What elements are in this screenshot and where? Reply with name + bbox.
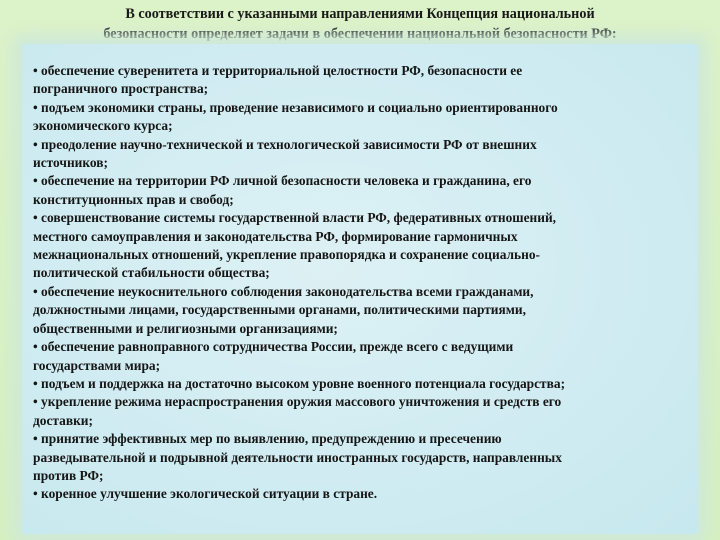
list-item-line: • принятие эффективных мер по выявлению, предупреждению и пресечению [33, 431, 502, 447]
list-item-line: должностными лицами, государственными органами, политическими партиями, [33, 302, 526, 318]
list-item-line: экономического курса; [33, 118, 173, 134]
list-item [33, 209, 693, 283]
slide-title [40, 4, 680, 44]
list-item-line: • совершенствование системы государственной власти РФ, федеративных отношений, [33, 210, 557, 226]
list-item [33, 283, 693, 338]
list-item-line: • обеспечение равноправного сотрудничества России, прежде всего с ведущими [33, 339, 514, 355]
list-item-line: • подъем экономики страны, проведение независимого и социально ориентированного [33, 99, 558, 115]
list-item-line: • обеспечение на территории РФ личной безопасности человека и гражданина, его [33, 173, 532, 189]
list-item-line: • подъем и поддержка на достаточно высоком уровне военного потенциала государства; [33, 375, 566, 391]
list-item-line: • обеспечение суверенитета и территориальной целостности РФ, безопасности ее [33, 63, 523, 78]
list-item [33, 62, 693, 99]
list-item [33, 338, 693, 375]
list-item-line: пограничного пространства; [33, 81, 209, 97]
list-item [33, 375, 693, 393]
list-item [33, 99, 693, 136]
list-item-line: • обеспечение неукоснительного соблюдения законодательства всеми гражданами, [33, 283, 534, 299]
list-item-line: • коренное улучшение экологической ситуации в стране. [33, 486, 378, 502]
list-item-line: межнациональных отношений, укрепление правопорядка и сохранение социально- [33, 247, 540, 263]
list-item-line: общественными и религиозными организациями; [33, 320, 338, 336]
list-item [33, 485, 693, 503]
list-item [33, 172, 693, 209]
task-list [33, 62, 693, 504]
list-item-line: местного самоуправления и законодательства РФ, формирование гармоничных [33, 228, 518, 244]
list-item-line: против РФ; [33, 467, 104, 483]
list-item-line: • преодоление научно-технической и технологической зависимости РФ от внешних [33, 136, 537, 152]
list-item-line: государствами мира; [33, 357, 161, 373]
list-item-line: разведывательной и подрывной деятельности иностранных государств, направленных [33, 449, 562, 465]
title-line-2: безопасности определяет задачи в обеспечении национальной безопасности РФ: [103, 26, 617, 42]
list-item-line: источников; [33, 155, 108, 171]
list-item [33, 430, 693, 485]
list-item-line: доставки; [33, 412, 93, 428]
list-item-line: конституционных прав и свобод; [33, 191, 234, 207]
list-item [33, 393, 693, 430]
list-item-line: политической стабильности общества; [33, 265, 270, 281]
title-line-1: В соответствии с указанными направлениями Концепция национальной [125, 6, 595, 22]
list-item-line: • укрепление режима нераспространения оружия массового уничтожения и средств его [33, 394, 562, 410]
list-item [33, 136, 693, 173]
